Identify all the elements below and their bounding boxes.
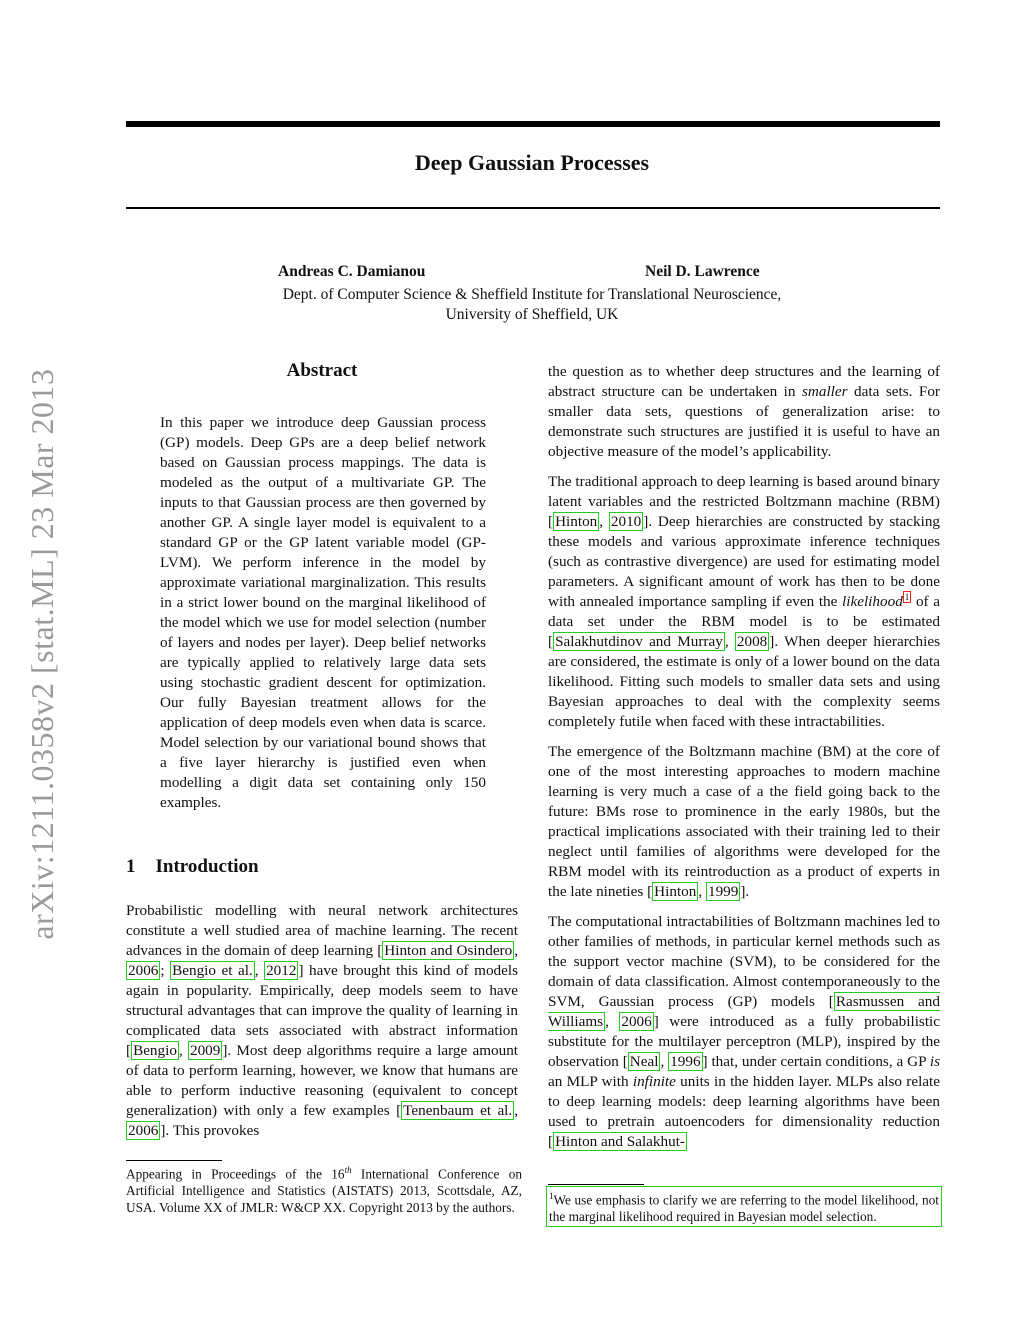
top-rule [126, 121, 940, 127]
footnote-rule [548, 1184, 644, 1185]
footnote-reference[interactable]: 1 [904, 591, 910, 602]
introduction-paragraph: Probabilistic modelling with neural network architectures constitute a well studied area of machine learning. The recent advances in the domain of deep learning [ Hinton and Osindero , 2006 ; Bengio et al. , 2012 ] have brought this kind of models again in popularity. Empirically, deep models seem to have structural advantages that can improve the quality of learning in complicated data sets associated with abstract information [ Bengio , 2009 ]. Most deep algorithms require a large amount of data to perform learning, however, we know that humans are able to perform inductive reasoning (equivalent to concept generalization) with only a few examples [ Tenenbaum et al. , 2006 ]. This provokes [126, 902, 519, 1139]
paragraph: The emergence of the Boltzmann machine (BM) at the core of one of the most interesting approaches to modern machine learning is very much a case of a the field going back to the future: BMs rose to prominence in the early 1980s, but the practical implications associated with their training led to their neglect until families of algorithms were developed for the RBM model with its reintroduction as a product of experts in the late nineties [ Hinton , 1999 ]. [548, 743, 940, 900]
citation-link[interactable]: Tenenbaum et al. [403, 1102, 513, 1119]
author-damianou: Andreas C. Damianou [278, 263, 426, 280]
affiliation-line-1: Dept. of Computer Science & Sheffield Institute for Translational Neuroscience, [282, 286, 782, 303]
citation-link[interactable]: Rasmussen and Williams [548, 993, 940, 1030]
citation-link[interactable]: Hinton [654, 883, 697, 900]
citation-link[interactable]: 2010 [610, 513, 642, 530]
abstract-heading: Abstract [286, 360, 358, 381]
affiliation-line-2: University of Sheffield, UK [445, 306, 619, 323]
citation-link[interactable]: 2012 [266, 962, 297, 979]
section-number: 1 [126, 856, 136, 877]
citation-link[interactable]: 2008 [736, 633, 768, 650]
section-heading-introduction [126, 856, 279, 878]
citation-link[interactable]: 2009 [189, 1042, 221, 1059]
paragraph: the question as to whether deep structures and the learning of abstract structure can be undertaken in smaller data sets. For smaller data sets, questions of generalization arise: to demonstrate such structures are justified it is useful to have an objective measure of the model’s applicability. [548, 363, 940, 460]
citation-link[interactable]: 2006 [128, 1122, 159, 1139]
paper-title: Deep Gaussian Processes [414, 150, 650, 175]
citation-link[interactable]: 2006 [128, 962, 159, 979]
citation-link[interactable]: Neal [629, 1053, 659, 1070]
citation-link[interactable]: Bengio et al. [172, 962, 253, 979]
arxiv-identifier: arXiv:1211.0358v2 [stat.ML] 23 Mar 2013 [24, 368, 60, 940]
abstract-body: In this paper we introduce deep Gaussian process (GP) models. Deep GPs are a deep belief network based on Gaussian process mappings. The data is modeled as the output of a multivariate GP. The inputs to that Gaussian process are then governed by another GP. A single layer model is equivalent to a standard GP or the GP latent variable model (GP-LVM). We perform inference in the model by approximate variational marginalization. This results in a strict lower bound on the marginal likelihood of the model which we use for model selection (number of layers and nodes per layer). Deep belief networks are typically applied to relatively large data sets using stochastic gradient descent for optimization. Our fully Bayesian treatment allows for the application of deep models even when data is scarce. Model selection by our variational bound shows that a five layer hierarchy is justified even when modelling a digit data set containing only 150 examples. [160, 414, 486, 811]
section-title: Introduction [155, 856, 259, 877]
footnote-rule [126, 1160, 222, 1161]
citation-link[interactable]: Hinton [555, 513, 598, 530]
footnote-1[interactable]: $^1$We use emphasis to clarify we are referring to the model likelihood, not the marginal likelihood required in Bayesian model selection. [546, 1186, 942, 1227]
citation-link[interactable]: Hinton and Osindero [384, 942, 513, 959]
paragraph: The traditional approach to deep learning is based around binary latent variables and the restricted Boltzmann machine (RBM) [ Hinton , 2010 ]. Deep hierarchies are constructed by stacking these models and various approximate inference techniques (such as contrastive divergence) are used for estimating model parameters. A significant amount of work has then to be done with annealed importance sampling if even the likelihood $^1$ of a data set under the RBM model is to be estimated [ Salakhutdinov and Murray , 2008 ]. When deeper hierarchies are considered, the estimate is only of a lower bound on the data likelihood. Fitting such models to smaller data sets and using Bayesian approaches to deal with the complexity seems completely futile when faced with these intractabilities. [548, 473, 941, 730]
citation-link[interactable]: Bengio [133, 1042, 177, 1059]
citation-link[interactable]: 1996 [670, 1053, 701, 1070]
right-column [548, 362, 940, 1162]
citation-link[interactable]: 2006 [621, 1013, 652, 1030]
citation-link[interactable]: Salakhutdinov and Murray [555, 633, 723, 650]
paragraph: The computational intractabilities of Boltzmann machines led to other families of methods, in particular kernel methods such as the support vector machine (SVM), to be considered for the domain of data classification. Almost contemporaneously to the SVM, Gaussian process (GP) models [ Rasmussen and Williams , 2006 ] were introduced as a fully probabilistic substitute for the multilayer perceptron (MLP), inspired by the observation [ Neal , 1996 ] that, under certain conditions, a GP is an MLP with infinite units in the hidden layer. MLPs also relate to deep learning models: deep learning algorithms have been used to pretrain autoencoders for dimensionality reduction [ Hinton and Salakhut- [548, 913, 941, 1150]
citation-link[interactable]: 1999 [707, 883, 739, 900]
author-lawrence: Neil D. Lawrence [645, 263, 760, 280]
citation-link[interactable]: Hinton and Salakhut- [555, 1133, 685, 1150]
proceedings-note: Appearing in Proceedings of the 16th International Conference on Artificial Intelligence and Statistics (AISTATS) 2013, Scottsdale, AZ, USA. Volume XX of JMLR: W&CP XX. Copyright 2013 by the authors. [126, 1165, 522, 1216]
title-rule [126, 207, 940, 209]
